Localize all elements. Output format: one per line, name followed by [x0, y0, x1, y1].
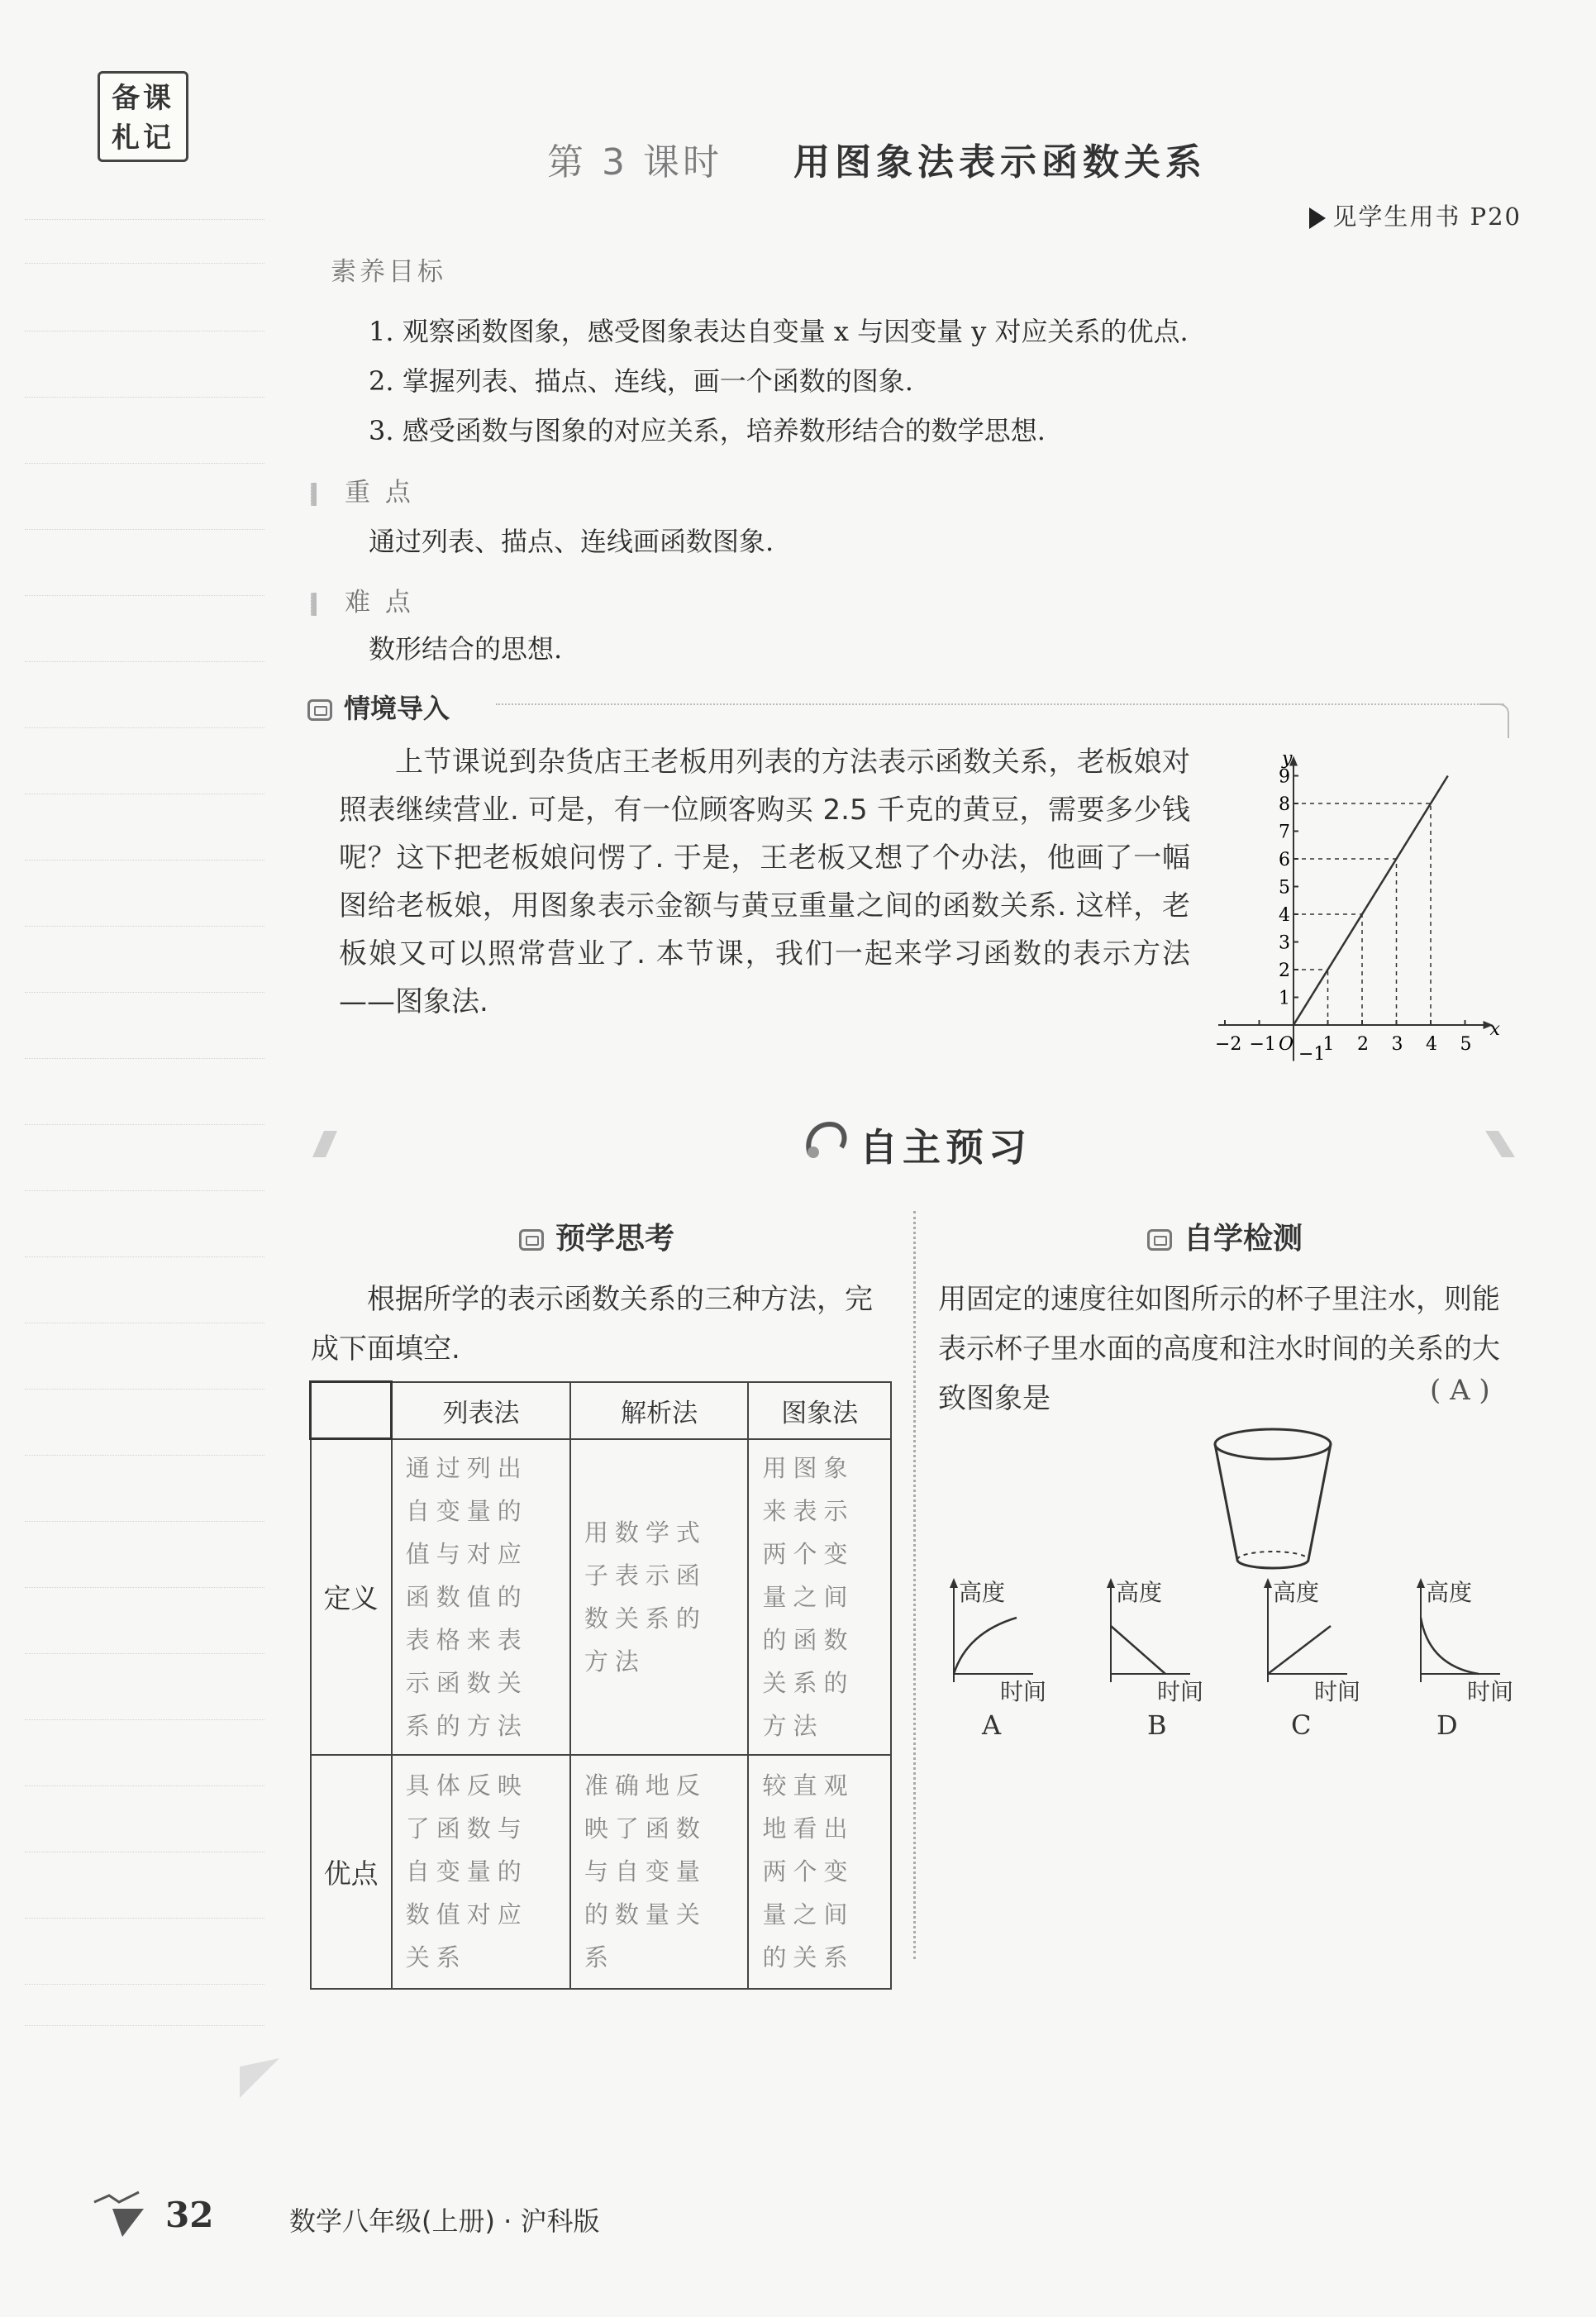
cell-definition-list: 通过列出自变量的值与对应函数值的表格来表示函数关系的方法 [392, 1439, 570, 1755]
goal-item-2: 2. 掌握列表、描点、连线，画一个函数的图象. [369, 365, 913, 397]
option-letter-a: A [982, 1709, 1002, 1741]
neg-y-label: −1 [1298, 1044, 1326, 1065]
mini-curve [954, 1618, 1017, 1674]
x-tick-label: −1 [1249, 1034, 1276, 1055]
corner-decoration [240, 2058, 281, 2100]
key-point-label-text: 重 点 [345, 478, 414, 508]
see-student-book [1309, 198, 1522, 232]
table-header-list: 列表法 [392, 1382, 570, 1439]
cell-definition-formula: 用数学式子表示函数关系的方法 [570, 1439, 749, 1755]
difficult-point-label-text: 难 点 [345, 588, 414, 617]
mini-y-arrow [1417, 1578, 1425, 1588]
see-book-text: 见学生用书 P20 [1332, 203, 1522, 231]
intro-label: 情境导入 [344, 693, 450, 724]
x-tick-label: 5 [1460, 1034, 1472, 1055]
key-point-text: 通过列表、描点、连线画函数图象. [369, 526, 774, 557]
page-number: 32 [165, 2195, 214, 2235]
bar-icon [311, 483, 317, 506]
mini-ylabel: 高度 [959, 1579, 1006, 1606]
preview-text [311, 1275, 893, 1374]
lesson-number: 第 3 课时 [547, 141, 722, 184]
self-check-heading [1147, 1215, 1303, 1257]
option-letter-b: B [1147, 1709, 1167, 1741]
stamp-line1: 备课 [112, 82, 174, 115]
option-graph-b [1099, 1575, 1256, 1705]
mini-xlabel: 时间 [1000, 1678, 1047, 1705]
goal-item-3: 3. 感受函数与图象的对应关系，培养数形结合的数学思想. [369, 415, 1046, 446]
origin-label: O [1279, 1034, 1294, 1055]
preview-text-content: 根据所学的表示函数关系的三种方法，完成下面填空. [311, 1283, 873, 1366]
check-icon [1147, 1229, 1172, 1251]
difficult-point-text: 数形结合的思想. [369, 633, 563, 665]
y-tick-label: 7 [1279, 822, 1290, 843]
preview-icon [519, 1229, 544, 1251]
intro-heading [307, 688, 450, 726]
row-head-advantage: 优点 [311, 1755, 392, 1989]
bar-icon [311, 593, 317, 616]
goal-item-1: 1. 观察函数图象，感受图象表达自变量 x 与因变量 y 对应关系的优点. [369, 316, 1189, 347]
triangle-arrow-icon [1309, 207, 1326, 229]
y-tick-label: 8 [1279, 794, 1290, 815]
section-title: 自主预习 [860, 1125, 1031, 1170]
y-tick-label: 9 [1279, 766, 1290, 788]
table-header-graph: 图象法 [748, 1382, 891, 1439]
x-tick-label: 3 [1391, 1034, 1403, 1055]
mini-curve [1268, 1626, 1331, 1674]
intro-bracket [1479, 703, 1509, 738]
cell-definition-graph: 用图象来表示两个变量之间的函数关系的方法 [748, 1439, 891, 1755]
x-tick-label: −2 [1215, 1034, 1242, 1055]
left-slash-decoration [312, 1129, 339, 1159]
mini-y-arrow [1107, 1578, 1115, 1588]
y-tick-label: 3 [1279, 932, 1290, 954]
cell-advantage-graph: 较直观地看出两个变量之间的关系 [748, 1755, 891, 1989]
cell-advantage-formula: 准确地反映了函数与自变量的数量关系 [570, 1755, 749, 1989]
answer: ( A ) [1430, 1374, 1490, 1407]
x-tick-label: 2 [1357, 1034, 1369, 1055]
preview-heading [519, 1215, 674, 1257]
x-tick-label: 1 [1322, 1034, 1335, 1055]
option-graph-d [1409, 1575, 1566, 1705]
intro-divider [496, 703, 1504, 705]
mini-ylabel: 高度 [1116, 1579, 1163, 1606]
page-title: 用图象法表示函数关系 [793, 141, 1207, 184]
mini-curve [1111, 1626, 1165, 1674]
intro-text: 上节课说到杂货店王老板用列表的方法表示函数关系，老板娘对照表继续营业. 可是，有一位顾客购买 2.5 千克的黄豆，需要多少钱呢？这下把老板娘问愣了. 于是，王老板又想了个办法，他画了一幅图给老板娘，用图象表示金额与黄豆重量之间的函数关系. 这样，老板娘又可以照常营业了. 本节课，我们一起来学习函数的表示方法——图象法. [339, 746, 1190, 1018]
x-tick-label: 4 [1426, 1034, 1437, 1055]
price-weight-graph [1198, 752, 1521, 1083]
margin-note-stamp [98, 71, 188, 162]
column-divider [913, 1211, 916, 1959]
preview-heading-text: 预学思考 [555, 1222, 675, 1256]
mini-ylabel: 高度 [1426, 1579, 1473, 1606]
question-text: 用固定的速度往如图所示的杯子里注水，则能表示杯子里水面的高度和注水时间的关系的大致图象是 [938, 1283, 1500, 1415]
key-point-label [311, 471, 414, 508]
mini-curve [1421, 1618, 1479, 1674]
right-slash-decoration [1484, 1129, 1517, 1159]
y-tick-label: 1 [1279, 988, 1290, 1009]
x-axis-label: x [1489, 1019, 1500, 1040]
book-title: 数学八年级(上册) · 沪科版 [289, 2205, 600, 2237]
mini-xlabel: 时间 [1467, 1678, 1514, 1705]
footer-decoration-icon [91, 2191, 157, 2240]
y-axis-label: y [1282, 752, 1293, 770]
intro-paragraph [339, 738, 1190, 1026]
goals-label: 素养目标 [331, 257, 446, 287]
y-tick-label: 6 [1279, 850, 1290, 870]
mini-xlabel: 时间 [1314, 1678, 1361, 1705]
table-header-formula: 解析法 [570, 1382, 749, 1439]
swirl-icon [802, 1116, 851, 1162]
y-tick-label: 4 [1279, 905, 1290, 926]
mini-y-arrow [950, 1578, 958, 1588]
table-header-empty [311, 1382, 392, 1439]
option-letter-c: C [1291, 1709, 1312, 1741]
mini-y-arrow [1264, 1578, 1272, 1588]
y-tick-label: 2 [1279, 961, 1290, 981]
mini-xlabel: 时间 [1157, 1678, 1204, 1705]
function-line [1293, 776, 1448, 1026]
mini-ylabel: 高度 [1273, 1579, 1320, 1606]
y-tick-label: 5 [1279, 877, 1290, 899]
stamp-line2: 札记 [112, 122, 174, 155]
difficult-point-label [311, 581, 414, 618]
method-table [309, 1380, 892, 1990]
option-graph-a [942, 1575, 1099, 1705]
cell-advantage-list: 具体反映了函数与自变量的数值对应关系 [392, 1755, 570, 1989]
cup-illustration [1211, 1426, 1335, 1575]
intro-icon [307, 699, 332, 721]
option-letter-d: D [1436, 1709, 1458, 1741]
row-head-definition: 定义 [311, 1439, 392, 1755]
self-check-heading-text: 自学检测 [1184, 1222, 1303, 1256]
option-graph-c [1256, 1575, 1413, 1705]
